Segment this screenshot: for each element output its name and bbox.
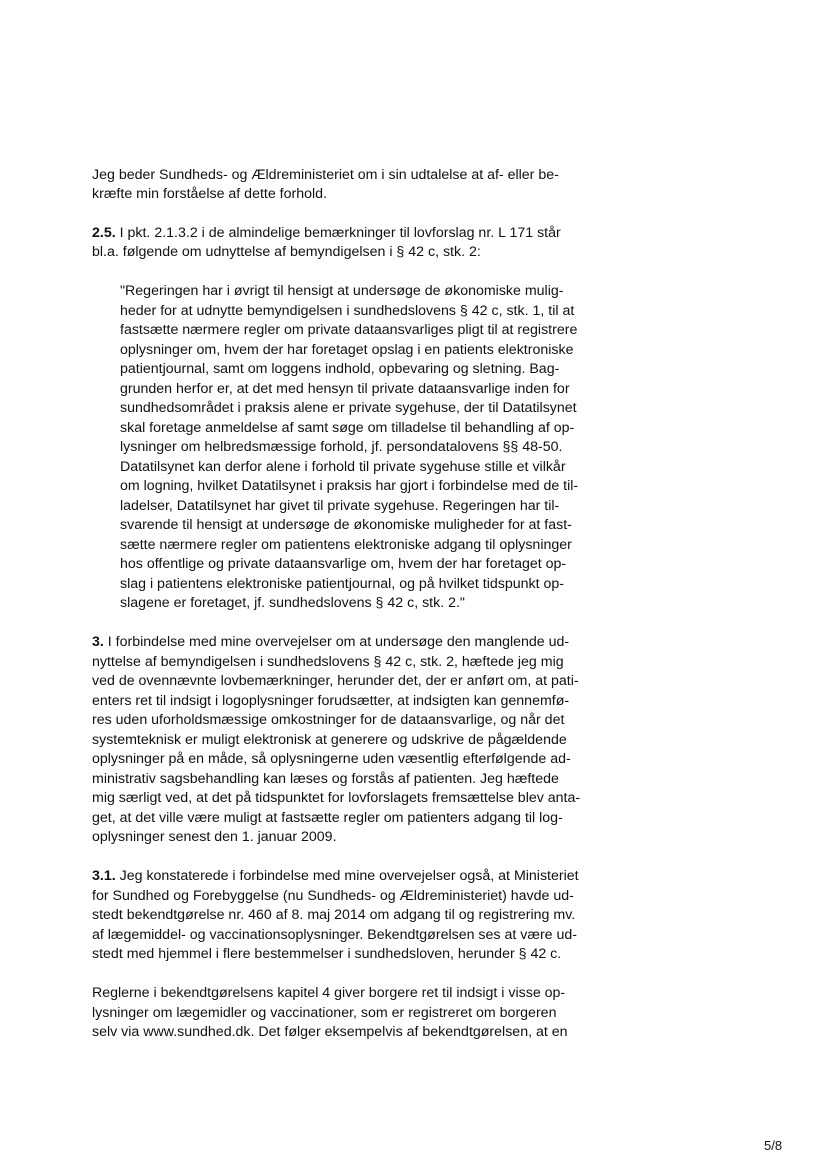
quote-line: fastsætte nærmere regler om private dataansvarliges pligt til at registrere — [120, 322, 578, 338]
section-3-first-line — [92, 632, 569, 652]
text-line: stedt med hjemmel i flere bestemmelser i sundhedsloven, herunder § 42 c. — [92, 946, 562, 962]
section-number: 3. — [92, 634, 104, 650]
text-line: kræfte min forståelse af dette forhold. — [92, 186, 327, 202]
text-line: af lægemiddel- og vaccinationsoplysninger. Bekendtgørelsen ses at være ud- — [92, 927, 577, 943]
quote-line: slagene er foretaget, jf. sundhedslovens § 42 c, stk. 2." — [120, 595, 465, 611]
text-line: systemteknisk er muligt elektronisk at generere og udskrive de pågældende — [92, 732, 567, 748]
quote-line: "Regeringen har i øvrigt til hensigt at undersøge de økonomiske mulig- — [120, 283, 564, 299]
section-3-1-first-line — [92, 866, 579, 886]
text-line: Reglerne i bekendtgørelsens kapitel 4 giver borgere ret til indsigt i visse op- — [92, 985, 566, 1001]
quote-line: skal foretage anmeldelse af samt søge om tilladelse til behandling af op- — [120, 420, 575, 436]
quote-line: ladelser, Datatilsynet har givet til private sygehuse. Regeringen har til- — [120, 498, 560, 514]
quote-line: svarende til hensigt at undersøge de økonomiske muligheder for at fast- — [120, 517, 572, 533]
section-number: 3.1. — [92, 868, 116, 884]
quote-line: Datatilsynet kan derfor alene i forhold til private sygehuse stille et vilkår — [120, 459, 566, 475]
text-line: mig særligt ved, at det på tidspunktet for lovforslagets fremsættelse blev anta- — [92, 790, 581, 806]
text-line: oplysninger på en måde, så oplysningerne uden væsentlig efterfølgende ad- — [92, 751, 571, 767]
quote-line: lysninger om helbredsmæssige forhold, jf. persondatalovens §§ 48-50. — [120, 439, 563, 455]
text-line: lysninger om lægemidler og vaccinationer, som er registreret om borgeren — [92, 1005, 557, 1021]
text-line: oplysninger senest den 1. januar 2009. — [92, 829, 337, 845]
text-line: ministrativ sagsbehandling kan læses og forstås af patienten. Jeg hæftede — [92, 771, 559, 787]
quote-line: heder for at udnytte bemyndigelsen i sundhedslovens § 42 c, stk. 1, til at — [120, 303, 575, 319]
text-line: nyttelse af bemyndigelsen i sundhedslovens § 42 c, stk. 2, hæftede jeg mig — [92, 654, 564, 670]
text-line: res uden uforholdsmæssige omkostninger for de dataansvarlige, og når det — [92, 712, 565, 728]
quote-line: hos offentlige og private dataansvarlige om, hvem der har foretaget op- — [120, 556, 567, 572]
quote-line: patientjournal, samt om loggens indhold, opbevaring og sletning. Bag- — [120, 361, 560, 377]
text-line: stedt bekendtgørelse nr. 460 af 8. maj 2014 om adgang til og registrering mv. — [92, 907, 576, 923]
quote-line: grunden herfor er, at det med hensyn til private dataansvarlige inden for — [120, 381, 570, 397]
section-number: 2.5. — [92, 225, 116, 241]
text-line: get, at det ville være muligt at fastsætte regler om patienters adgang til log- — [92, 810, 563, 826]
quote-line: sætte nærmere regler om patientens elektroniske adgang til oplysninger — [120, 537, 572, 553]
text-line: enters ret til indsigt i logoplysninger forudsætter, at indsigten kan gennemfø- — [92, 693, 570, 709]
text-line: selv via www.sundhed.dk. Det følger eksempelvis af bekendtgørelsen, at en — [92, 1024, 568, 1040]
text-line: bl.a. følgende om udnyttelse af bemyndigelsen i § 42 c, stk. 2: — [92, 244, 481, 260]
text-line: ved de ovennævnte lovbemærkninger, herunder det, der er anført om, at pati- — [92, 673, 579, 689]
text-span: Jeg konstaterede i forbindelse med mine overvejelser også, at Ministeriet — [119, 868, 579, 884]
text-span: I pkt. 2.1.3.2 i de almindelige bemærkninger til lovforslag nr. L 171 står — [119, 225, 561, 241]
page-number: 5/8 — [764, 1138, 783, 1153]
section-2-5-first-line — [92, 223, 561, 243]
quote-line: om logning, hvilket Datatilsynet i praksis har gjort i forbindelse med de til- — [120, 478, 579, 494]
quote-line: oplysninger om, hvem der har foretaget opslag i en patients elektroniske — [120, 342, 574, 358]
quote-line: sundhedsområdet i praksis alene er private sygehuse, der til Datatilsynet — [120, 400, 577, 416]
text-span: I forbindelse med mine overvejelser om at undersøge den manglende ud- — [107, 634, 570, 650]
quote-line: slag i patientens elektroniske patientjournal, og på hvilket tidspunkt op- — [120, 576, 565, 592]
text-line: Jeg beder Sundheds- og Ældreministeriet om i sin udtalelse at af- eller be- — [92, 167, 559, 183]
text-line: for Sundhed og Forebyggelse (nu Sundheds- og Ældreministeriet) havde ud- — [92, 888, 574, 904]
